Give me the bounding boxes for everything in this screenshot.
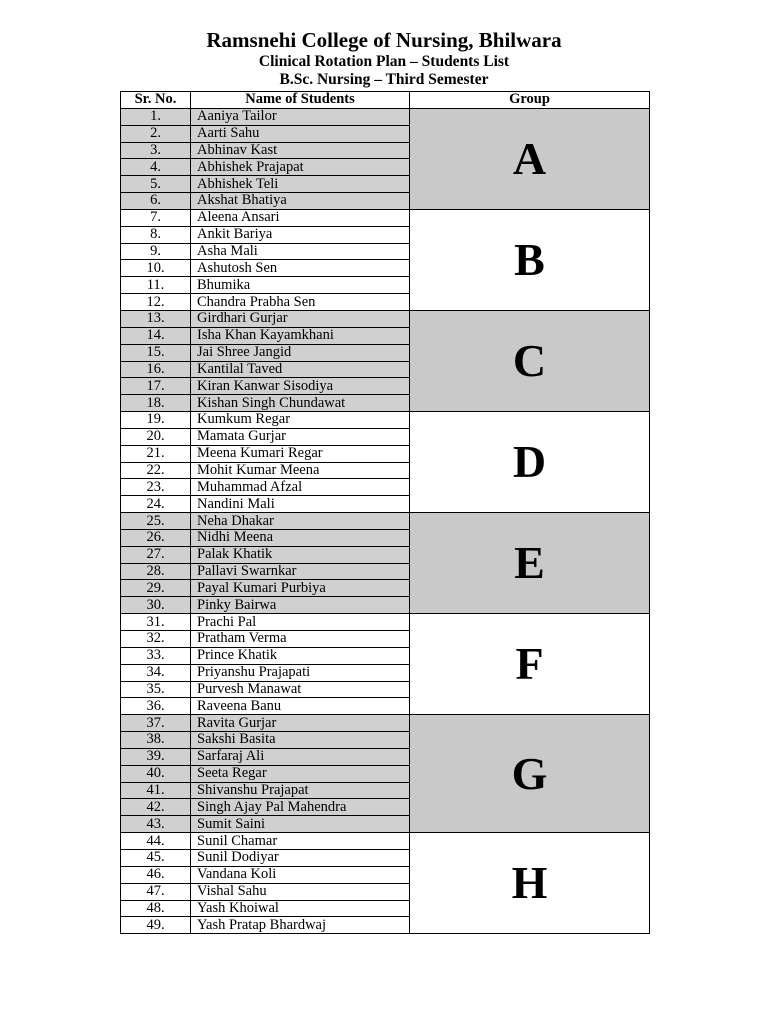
student-name-cell: Aleena Ansari bbox=[191, 209, 410, 226]
course-title: B.Sc. Nursing – Third Semester bbox=[279, 71, 489, 88]
student-name-cell: Raveena Banu bbox=[191, 698, 410, 715]
student-name-cell: Nidhi Meena bbox=[191, 529, 410, 546]
serial-number-cell: 39. bbox=[121, 748, 191, 765]
student-name-cell: Payal Kumari Purbiya bbox=[191, 580, 410, 597]
serial-number-cell: 10. bbox=[121, 260, 191, 277]
serial-number-cell: 5. bbox=[121, 176, 191, 193]
serial-number-cell: 21. bbox=[121, 445, 191, 462]
serial-number-cell: 13. bbox=[121, 310, 191, 327]
student-name-cell: Aaniya Tailor bbox=[191, 108, 410, 125]
serial-number-cell: 2. bbox=[121, 125, 191, 142]
student-name-cell: Ravita Gurjar bbox=[191, 715, 410, 732]
serial-number-cell: 4. bbox=[121, 159, 191, 176]
serial-number-cell: 3. bbox=[121, 142, 191, 159]
student-name-cell: Pallavi Swarnkar bbox=[191, 563, 410, 580]
column-header-name: Name of Students bbox=[191, 92, 410, 109]
serial-number-cell: 49. bbox=[121, 917, 191, 934]
serial-number-cell: 23. bbox=[121, 479, 191, 496]
student-name-cell: Priyanshu Prajapati bbox=[191, 664, 410, 681]
student-name-cell: Meena Kumari Regar bbox=[191, 445, 410, 462]
student-name-cell: Palak Khatik bbox=[191, 546, 410, 563]
serial-number-cell: 48. bbox=[121, 900, 191, 917]
student-name-cell: Aarti Sahu bbox=[191, 125, 410, 142]
page-subtitle: Clinical Rotation Plan – Students List bbox=[258, 53, 510, 70]
student-name-cell: Sakshi Basita bbox=[191, 732, 410, 749]
student-name-cell: Sunil Dodiyar bbox=[191, 849, 410, 866]
student-name-cell: Kumkum Regar bbox=[191, 412, 410, 429]
serial-number-cell: 8. bbox=[121, 226, 191, 243]
student-name-cell: Sarfaraj Ali bbox=[191, 748, 410, 765]
serial-number-cell: 17. bbox=[121, 378, 191, 395]
column-header-sr-no: Sr. No. bbox=[121, 92, 191, 109]
student-name-cell: Pratham Verma bbox=[191, 631, 410, 648]
serial-number-cell: 35. bbox=[121, 681, 191, 698]
student-name-cell: Vandana Koli bbox=[191, 866, 410, 883]
serial-number-cell: 14. bbox=[121, 327, 191, 344]
table-row bbox=[121, 614, 650, 631]
serial-number-cell: 37. bbox=[121, 715, 191, 732]
serial-number-cell: 25. bbox=[121, 513, 191, 530]
student-name-cell: Abhishek Teli bbox=[191, 176, 410, 193]
table-row bbox=[121, 108, 650, 125]
serial-number-cell: 24. bbox=[121, 496, 191, 513]
serial-number-cell: 6. bbox=[121, 193, 191, 210]
table-row bbox=[121, 209, 650, 226]
student-name-cell: Sunil Chamar bbox=[191, 833, 410, 850]
serial-number-cell: 44. bbox=[121, 833, 191, 850]
table-body bbox=[121, 108, 650, 933]
serial-number-cell: 41. bbox=[121, 782, 191, 799]
serial-number-cell: 9. bbox=[121, 243, 191, 260]
serial-number-cell: 36. bbox=[121, 698, 191, 715]
student-name-cell: Yash Khoiwal bbox=[191, 900, 410, 917]
student-name-cell: Abhinav Kast bbox=[191, 142, 410, 159]
student-name-cell: Prince Khatik bbox=[191, 647, 410, 664]
student-name-cell: Yash Pratap Bhardwaj bbox=[191, 917, 410, 934]
student-name-cell: Jai Shree Jangid bbox=[191, 344, 410, 361]
serial-number-cell: 15. bbox=[121, 344, 191, 361]
students-table bbox=[120, 91, 650, 934]
serial-number-cell: 32. bbox=[121, 631, 191, 648]
serial-number-cell: 16. bbox=[121, 361, 191, 378]
student-name-cell: Nandini Mali bbox=[191, 496, 410, 513]
student-name-cell: Akshat Bhatiya bbox=[191, 193, 410, 210]
serial-number-cell: 38. bbox=[121, 732, 191, 749]
table-header-row bbox=[121, 92, 650, 109]
serial-number-cell: 46. bbox=[121, 866, 191, 883]
student-name-cell: Neha Dhakar bbox=[191, 513, 410, 530]
student-name-cell: Sumit Saini bbox=[191, 816, 410, 833]
serial-number-cell: 34. bbox=[121, 664, 191, 681]
group-label-cell: A bbox=[410, 108, 650, 209]
column-header-group: Group bbox=[410, 92, 650, 109]
serial-number-cell: 28. bbox=[121, 563, 191, 580]
student-name-cell: Asha Mali bbox=[191, 243, 410, 260]
table-row bbox=[121, 310, 650, 327]
student-name-cell: Ashutosh Sen bbox=[191, 260, 410, 277]
student-name-cell: Singh Ajay Pal Mahendra bbox=[191, 799, 410, 816]
page-title: Ramsnehi College of Nursing, Bhilwara bbox=[206, 28, 562, 52]
serial-number-cell: 30. bbox=[121, 597, 191, 614]
student-name-cell: Ankit Bariya bbox=[191, 226, 410, 243]
group-label-cell: B bbox=[410, 209, 650, 310]
serial-number-cell: 40. bbox=[121, 765, 191, 782]
table-row bbox=[121, 715, 650, 732]
group-label-cell: E bbox=[410, 513, 650, 614]
serial-number-cell: 11. bbox=[121, 277, 191, 294]
serial-number-cell: 29. bbox=[121, 580, 191, 597]
serial-number-cell: 33. bbox=[121, 647, 191, 664]
student-name-cell: Mamata Gurjar bbox=[191, 428, 410, 445]
student-name-cell: Shivanshu Prajapat bbox=[191, 782, 410, 799]
student-name-cell: Purvesh Manawat bbox=[191, 681, 410, 698]
table-row bbox=[121, 513, 650, 530]
student-name-cell: Chandra Prabha Sen bbox=[191, 294, 410, 311]
student-name-cell: Abhishek Prajapat bbox=[191, 159, 410, 176]
serial-number-cell: 19. bbox=[121, 412, 191, 429]
serial-number-cell: 31. bbox=[121, 614, 191, 631]
student-name-cell: Muhammad Afzal bbox=[191, 479, 410, 496]
student-name-cell: Isha Khan Kayamkhani bbox=[191, 327, 410, 344]
student-name-cell: Bhumika bbox=[191, 277, 410, 294]
student-name-cell: Girdhari Gurjar bbox=[191, 310, 410, 327]
serial-number-cell: 43. bbox=[121, 816, 191, 833]
serial-number-cell: 27. bbox=[121, 546, 191, 563]
serial-number-cell: 22. bbox=[121, 462, 191, 479]
student-name-cell: Prachi Pal bbox=[191, 614, 410, 631]
group-label-cell: G bbox=[410, 715, 650, 833]
group-label-cell: F bbox=[410, 614, 650, 715]
table-row bbox=[121, 412, 650, 429]
group-label-cell: C bbox=[410, 310, 650, 411]
student-name-cell: Pinky Bairwa bbox=[191, 597, 410, 614]
student-name-cell: Vishal Sahu bbox=[191, 883, 410, 900]
student-name-cell: Kishan Singh Chundawat bbox=[191, 395, 410, 412]
serial-number-cell: 26. bbox=[121, 529, 191, 546]
serial-number-cell: 7. bbox=[121, 209, 191, 226]
group-label-cell: D bbox=[410, 412, 650, 513]
serial-number-cell: 1. bbox=[121, 108, 191, 125]
group-label-cell: H bbox=[410, 833, 650, 934]
serial-number-cell: 12. bbox=[121, 294, 191, 311]
serial-number-cell: 20. bbox=[121, 428, 191, 445]
table-row bbox=[121, 833, 650, 850]
serial-number-cell: 47. bbox=[121, 883, 191, 900]
student-name-cell: Mohit Kumar Meena bbox=[191, 462, 410, 479]
student-name-cell: Kiran Kanwar Sisodiya bbox=[191, 378, 410, 395]
serial-number-cell: 42. bbox=[121, 799, 191, 816]
serial-number-cell: 45. bbox=[121, 849, 191, 866]
serial-number-cell: 18. bbox=[121, 395, 191, 412]
student-name-cell: Kantilal Taved bbox=[191, 361, 410, 378]
student-name-cell: Seeta Regar bbox=[191, 765, 410, 782]
